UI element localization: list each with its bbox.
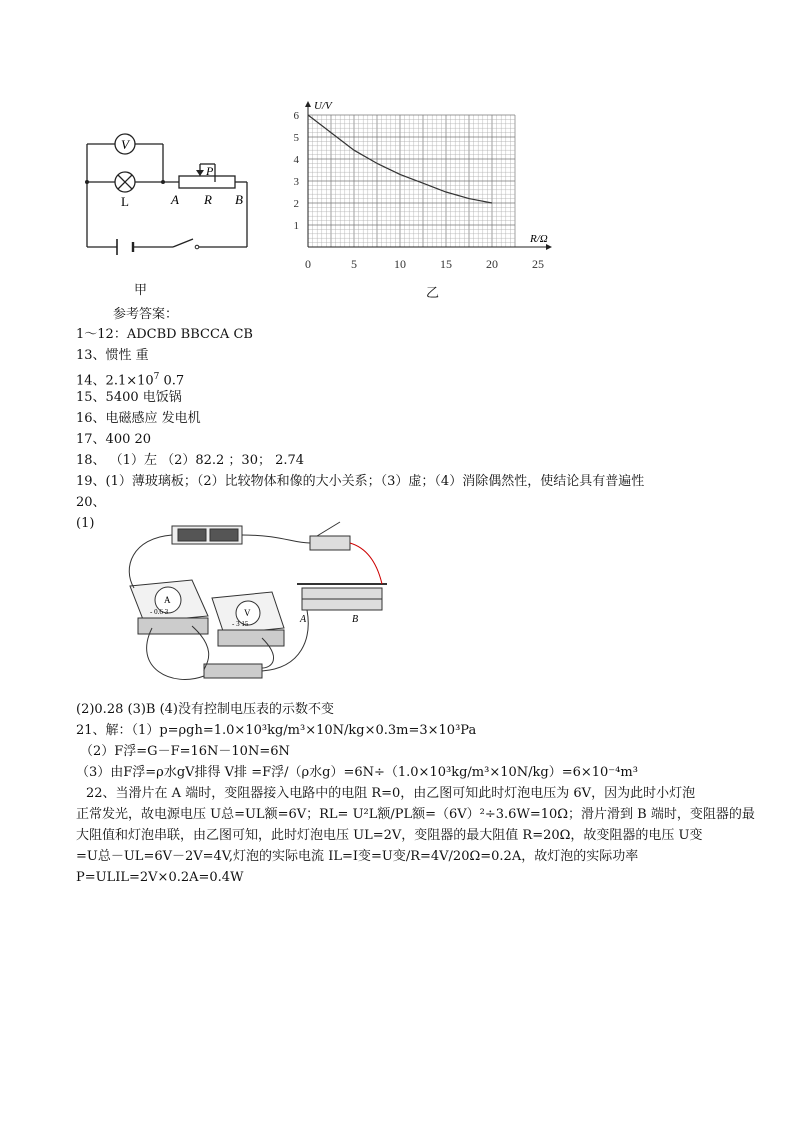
voltmeter-terminals: - 3 15	[232, 620, 249, 628]
rheostat-a-label: A	[300, 614, 307, 625]
answer-13: 13、惯性 重	[76, 348, 149, 363]
answer-1-12: 1～12：ADCBD BBCCA CB	[76, 327, 253, 342]
answer-16: 16、电磁感应 发电机	[76, 411, 201, 426]
point-b-label: B	[235, 192, 243, 207]
rheostat-b-label: B	[352, 614, 359, 625]
y-axis-arrow-icon	[305, 101, 311, 107]
switch-symbol	[173, 239, 193, 247]
apparatus-sketch	[112, 518, 412, 696]
y-tick-label: 3	[293, 176, 299, 188]
y-tick-label: 1	[293, 220, 299, 232]
answer-14-exponent: 7	[153, 372, 160, 382]
answer-22-3: 大阻值和灯泡串联，由乙图可知，此时灯泡电压 UL=2V，变阻器的最大阻值 R=20Ω，故变阻器的电压 U变	[76, 828, 703, 843]
x-tick-label: 10	[394, 257, 406, 271]
point-a-label: A	[171, 192, 179, 207]
ammeter-terminals: - 0.6 3	[150, 608, 169, 616]
answers-heading: 参考答案：	[113, 307, 179, 322]
knife-switch	[310, 536, 350, 550]
x-tick-label: 15	[440, 257, 452, 271]
x-tick-label: 20	[486, 257, 498, 271]
answer-14	[76, 368, 184, 390]
answer-20-2: (2)0.28 (3)B (4)没有控制电压表的示数不变	[76, 702, 335, 717]
voltmeter-label: V	[121, 137, 129, 152]
x-tick-label: 0	[305, 257, 311, 271]
x-tick-label: 25	[532, 257, 544, 271]
answer-21-3: （3）由F浮=ρ水gV排得 V排 =F浮/（ρ水g）=6N÷（1.0×10³kg/m³×10N/kg）=6×10⁻⁴m³	[76, 765, 638, 780]
answer-19: 19、(1）薄玻璃板；（2）比较物体和像的大小关系；（3）虚；（4）消除偶然性，使结论具有普遍性	[76, 474, 645, 489]
fixed-resistor	[204, 664, 262, 678]
slider-p-label: P	[206, 164, 214, 178]
y-tick-label: 5	[293, 132, 299, 144]
y-tick-label: 4	[293, 154, 299, 166]
x-tick-label: 5	[351, 257, 357, 271]
answer-22-4: =U总－UL=6V－2V=4V,灯泡的实际电流 IL=I变=U变/R=4V/20Ω=0.2A，故灯泡的实际功率	[76, 849, 639, 864]
figure-jia-caption: 甲	[134, 283, 148, 298]
x-axis-label: R/Ω	[530, 233, 548, 245]
answer-22-2: 正常发光，故电源电压 U总=UL额=6V；RL= U²L额/PL额=（6V）²÷3.6W=10Ω；滑片滑到 B 端时，变阻器的最	[76, 807, 755, 822]
slider-arrow-icon	[196, 170, 204, 176]
circuit-diagram-jia	[75, 120, 255, 290]
answer-15: 15、5400 电饭锅	[76, 390, 182, 405]
answer-14-main: 14、2.1×10	[76, 373, 154, 389]
answer-18: 18、 （1）左 （2）82.2 ；30； 2.74	[76, 453, 305, 468]
chart-yi	[280, 95, 560, 275]
y-tick-label: 6	[293, 110, 299, 122]
lamp-label: L	[121, 194, 129, 209]
ammeter-label: A	[164, 595, 171, 605]
red-wire	[350, 543, 382, 584]
answer-22-1: 22、当滑片在 A 端时，变阻器接入电路中的电阻 R=0，由乙图可知此时灯泡电压为 6V，因为此时小灯泡	[86, 786, 696, 801]
answer-20: 20、	[76, 495, 106, 510]
figure-yi-caption: 乙	[426, 286, 440, 301]
y-axis-label: U/V	[314, 100, 332, 112]
voltmeter-label-sketch: V	[244, 608, 251, 618]
point-r-label: R	[204, 192, 212, 207]
answer-22-5: P=ULIL=2V×0.2A=0.4W	[76, 870, 244, 885]
answer-20-1: (1)	[76, 516, 95, 531]
answer-21-1: 21、解：（1）p=ρgh=1.0×10³kg/m³×10N/kg×0.3m=3×10³Pa	[76, 723, 477, 738]
y-tick-label: 2	[293, 198, 299, 210]
answer-17: 17、400 20	[76, 432, 152, 447]
answer-21-2: （2）F浮=G－F=16N－10N=6N	[80, 744, 290, 759]
answer-14-tail: 0.7	[159, 373, 185, 389]
